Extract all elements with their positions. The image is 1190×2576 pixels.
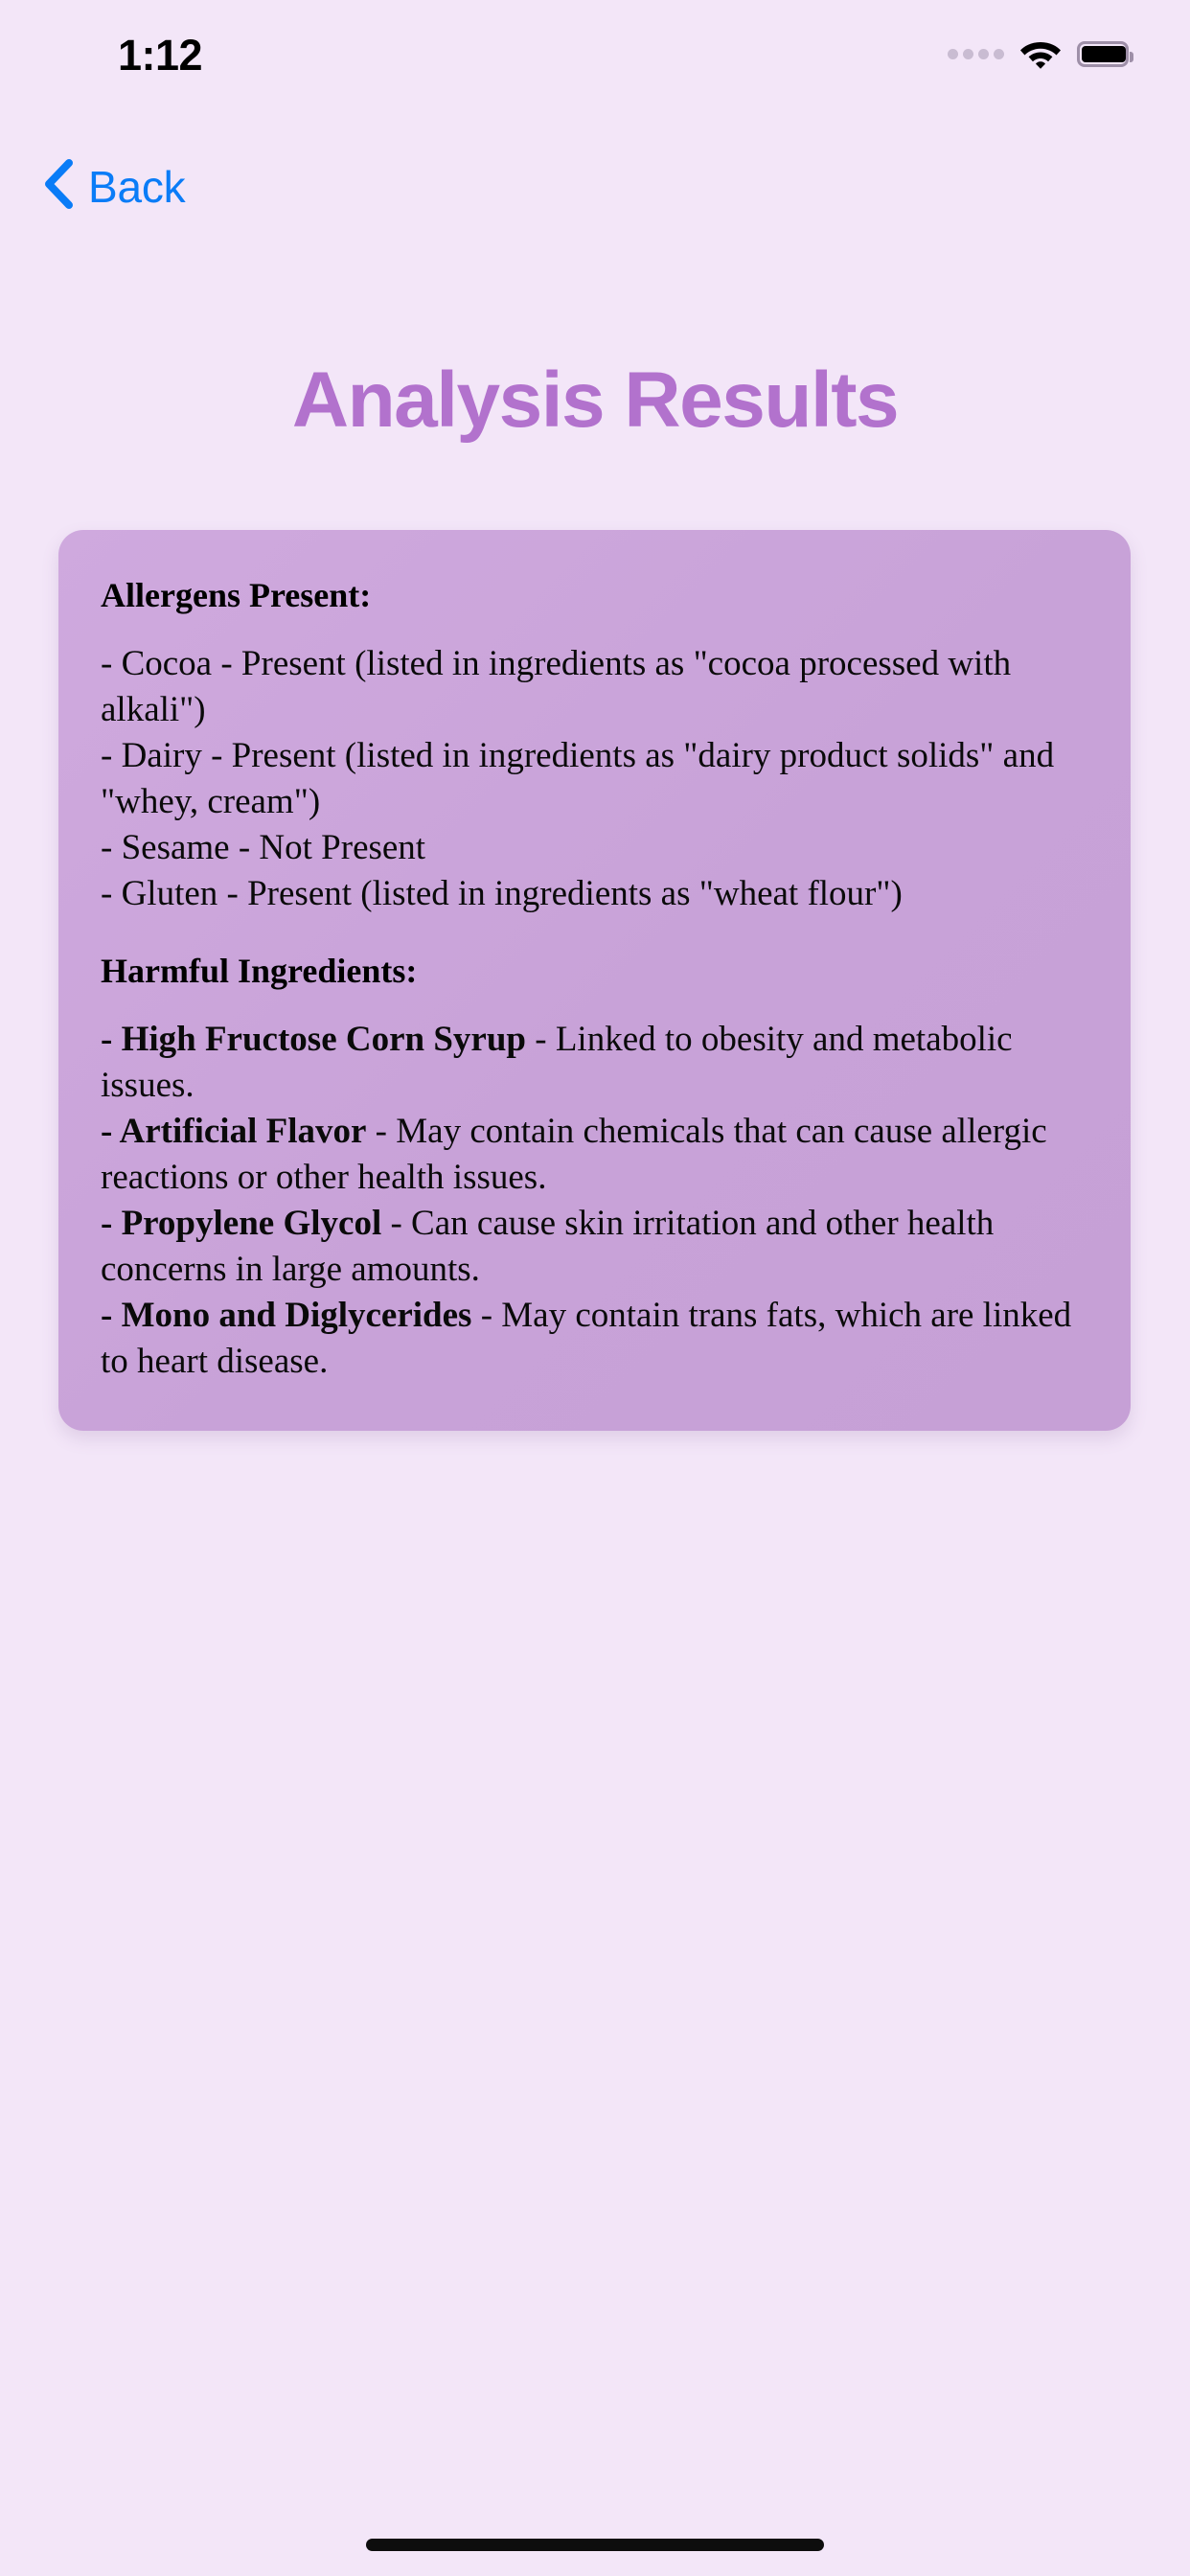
list-item — [101, 1293, 1088, 1385]
list-item — [101, 1201, 1088, 1293]
harmful-ingredients-list — [101, 1017, 1088, 1385]
ingredient-description: - May contain chemicals that can cause allergic reactions or other health issues. — [101, 1112, 1047, 1197]
ingredient-description: - Linked to obesity and metabolic issues. — [101, 1020, 1013, 1105]
list-item: - Gluten - Present (listed in ingredients as "wheat flour") — [101, 874, 903, 913]
page-title: Analysis Results — [291, 356, 899, 444]
list-item — [101, 1109, 1088, 1201]
status-bar-time: 1:12 — [118, 31, 203, 80]
ingredient-name: - Mono and Diglycerides — [101, 1296, 472, 1335]
ingredient-name: - Propylene Glycol — [101, 1204, 382, 1243]
list-item: - Sesame - Not Present — [101, 828, 426, 867]
ingredient-description: - May contain trans fats, which are linked to heart disease. — [101, 1296, 1072, 1381]
list-item — [101, 1017, 1088, 1109]
ingredient-name: - High Fructose Corn Syrup — [101, 1020, 526, 1059]
ingredient-description: - Can cause skin irritation and other health concerns in large amounts. — [101, 1204, 995, 1289]
allergens-list — [101, 641, 1088, 917]
battery-full-icon — [1077, 41, 1129, 67]
back-button[interactable] — [34, 153, 193, 219]
harmful-ingredients-heading: Harmful Ingredients: — [101, 952, 418, 990]
allergens-heading: Allergens Present: — [101, 576, 372, 614]
list-item: - Cocoa - Present (listed in ingredients as "cocoa processed with alkali") — [101, 644, 1012, 729]
status-bar-indicators — [948, 38, 1129, 69]
wifi-icon — [1019, 38, 1062, 69]
status-bar — [0, 0, 1190, 105]
list-item: - Dairy - Present (listed in ingredients as "dairy product solids" and "whey, cream") — [101, 736, 1055, 821]
ingredient-name: - Artificial Flavor — [101, 1112, 367, 1151]
signal-dots-icon — [948, 49, 1004, 59]
chevron-left-icon — [42, 157, 75, 216]
navigation-bar — [0, 153, 1190, 230]
analysis-results-card — [58, 530, 1131, 1431]
home-indicator[interactable] — [366, 2539, 824, 2551]
back-button-label: Back — [88, 161, 186, 212]
